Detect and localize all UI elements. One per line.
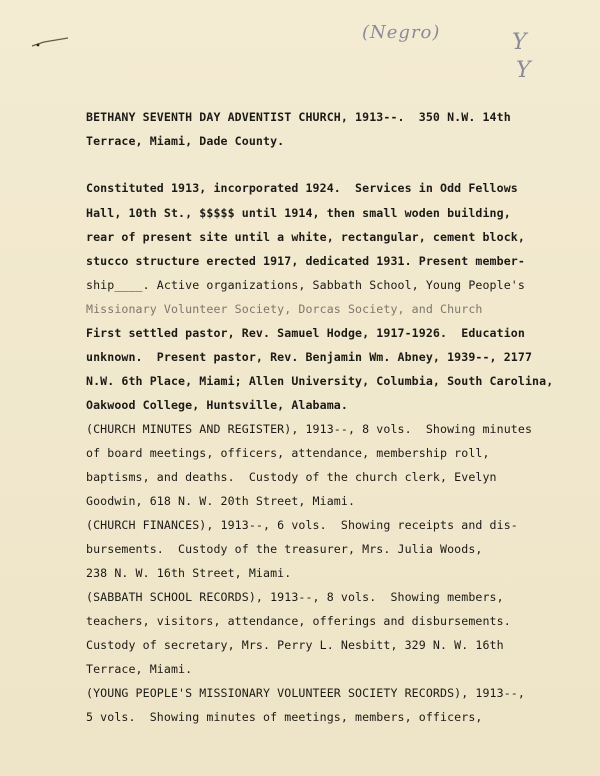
body-line: First settled pastor, Rev. Samuel Hodge, 1917-1926. Education [86, 326, 525, 340]
record-line: bursements. Custody of the treasurer, Mrs. Julia Woods, [86, 542, 483, 556]
record-line: 5 vols. Showing minutes of meetings, members, officers, [86, 710, 483, 724]
record-line: (YOUNG PEOPLE'S MISSIONARY VOLUNTEER SOCIETY RECORDS), 1913--, [86, 686, 525, 700]
body-line: N.W. 6th Place, Miami; Allen University, Columbia, South Carolina, [86, 374, 554, 388]
body-line: Constituted 1913, incorporated 1924. Services in Odd Fellows [86, 181, 518, 195]
record-line: Terrace, Miami. [86, 662, 193, 676]
ink-mark-icon [30, 36, 70, 50]
body-line: stucco structure erected 1917, dedicated 1931. Present member- [86, 254, 525, 268]
record-line: baptisms, and deaths. Custody of the church clerk, Evelyn [86, 470, 497, 484]
body-line: Hall, 10th St., $$$$$ until 1914, then small woden building, [86, 206, 511, 220]
pencil-check-mark: Y [516, 58, 531, 83]
heading-line: BETHANY SEVENTH DAY ADVENTIST CHURCH, 1913--. 350 N.W. 14th [86, 110, 511, 124]
pencil-check-mark: Y [512, 30, 527, 55]
record-line: of board meetings, officers, attendance, membership roll, [86, 446, 490, 460]
pencil-note: (Negro) [362, 22, 441, 43]
body-line: Missionary Volunteer Society, Dorcas Society, and Church [86, 302, 483, 316]
record-line: Goodwin, 618 N. W. 20th Street, Miami. [86, 494, 356, 508]
record-line: teachers, visitors, attendance, offerings and disbursements. [86, 614, 511, 628]
body-line: rear of present site until a white, rectangular, cement block, [86, 230, 525, 244]
body-line: unknown. Present pastor, Rev. Benjamin Wm. Abney, 1939--, 2177 [86, 350, 533, 364]
record-line: (SABBATH SCHOOL RECORDS), 1913--, 8 vols. Showing members, [86, 590, 504, 604]
body-line: Oakwood College, Huntsville, Alabama. [86, 398, 348, 412]
record-line: (CHURCH MINUTES AND REGISTER), 1913--, 8 vols. Showing minutes [86, 422, 533, 436]
heading-line: Terrace, Miami, Dade County. [86, 134, 285, 148]
record-line: 238 N. W. 16th Street, Miami. [86, 566, 292, 580]
record-line: Custody of secretary, Mrs. Perry L. Nesbitt, 329 N. W. 16th [86, 638, 504, 652]
record-line: (CHURCH FINANCES), 1913--, 6 vols. Showing receipts and dis- [86, 518, 518, 532]
body-line: ship____. Active organizations, Sabbath School, Young People's [86, 278, 525, 292]
